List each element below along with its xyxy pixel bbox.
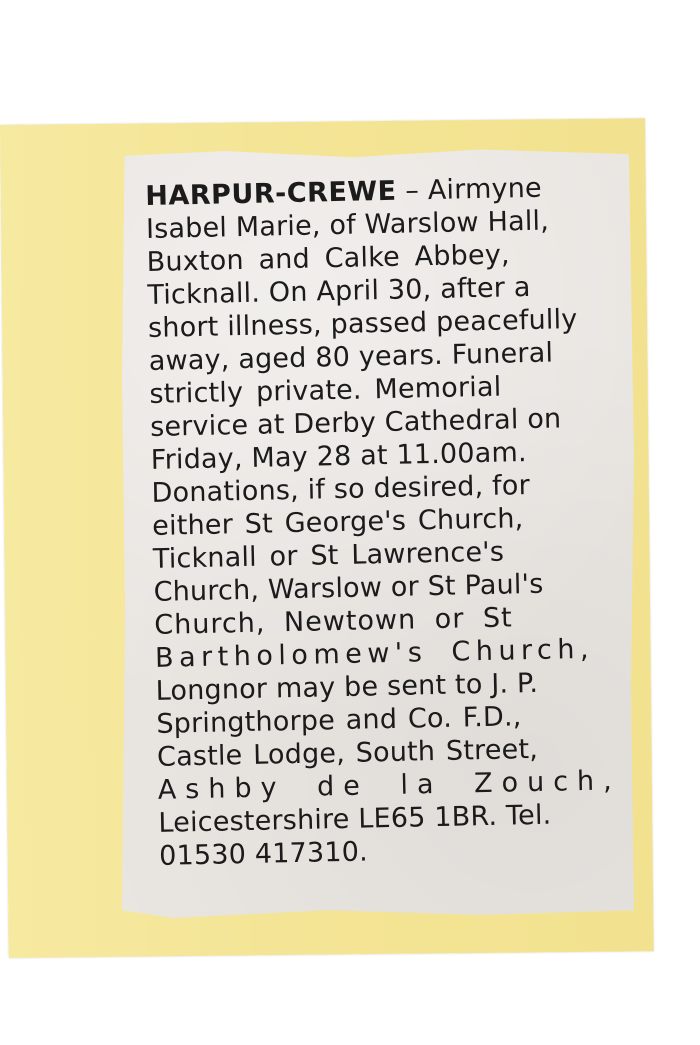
notice-line: away, aged 80 years. Funeral: [148, 337, 554, 377]
notice-line: Castle Lodge, South Street,: [156, 733, 539, 773]
notice-surname: HARPUR-CREWE: [145, 175, 397, 212]
notice-line: Friday, May 28 at 11.00am.: [150, 437, 528, 476]
notice-line: Ashby de la Zouch,: [157, 765, 621, 806]
notice-line: Bartholomew's Church,: [154, 633, 595, 674]
notice-line: Isabel Marie, of Warslow Hall,: [145, 205, 550, 245]
death-notice: [145, 170, 639, 873]
notice-line: short illness, passed peacefully: [147, 303, 578, 344]
notice-line: service at Derby Cathedral on: [149, 403, 562, 443]
notice-line: Leicestershire LE65 1BR. Tel.: [158, 799, 552, 839]
notice-line: Church, Warslow or St Paul's: [153, 568, 544, 608]
notice-line: Springthorpe and Co. F.D.,: [156, 701, 522, 740]
notice-line: Donations, if so desired, for: [151, 470, 531, 509]
notice-line: Longnor may be sent to J. P.: [155, 667, 539, 707]
notice-line: either St George's Church,: [151, 503, 524, 542]
notice-line-1-rest: – Airmyne: [396, 172, 543, 207]
notice-line: Ticknall. On April 30, after a: [147, 271, 531, 311]
notice-line: strictly private. Memorial: [149, 371, 502, 410]
notice-line: Ticknall or St Lawrence's: [152, 536, 505, 575]
notice-line: Buxton and Calke Abbey,: [146, 239, 511, 278]
notice-line: 01530 417310.: [158, 836, 369, 872]
notice-line: Church, Newtown or St: [154, 602, 513, 641]
